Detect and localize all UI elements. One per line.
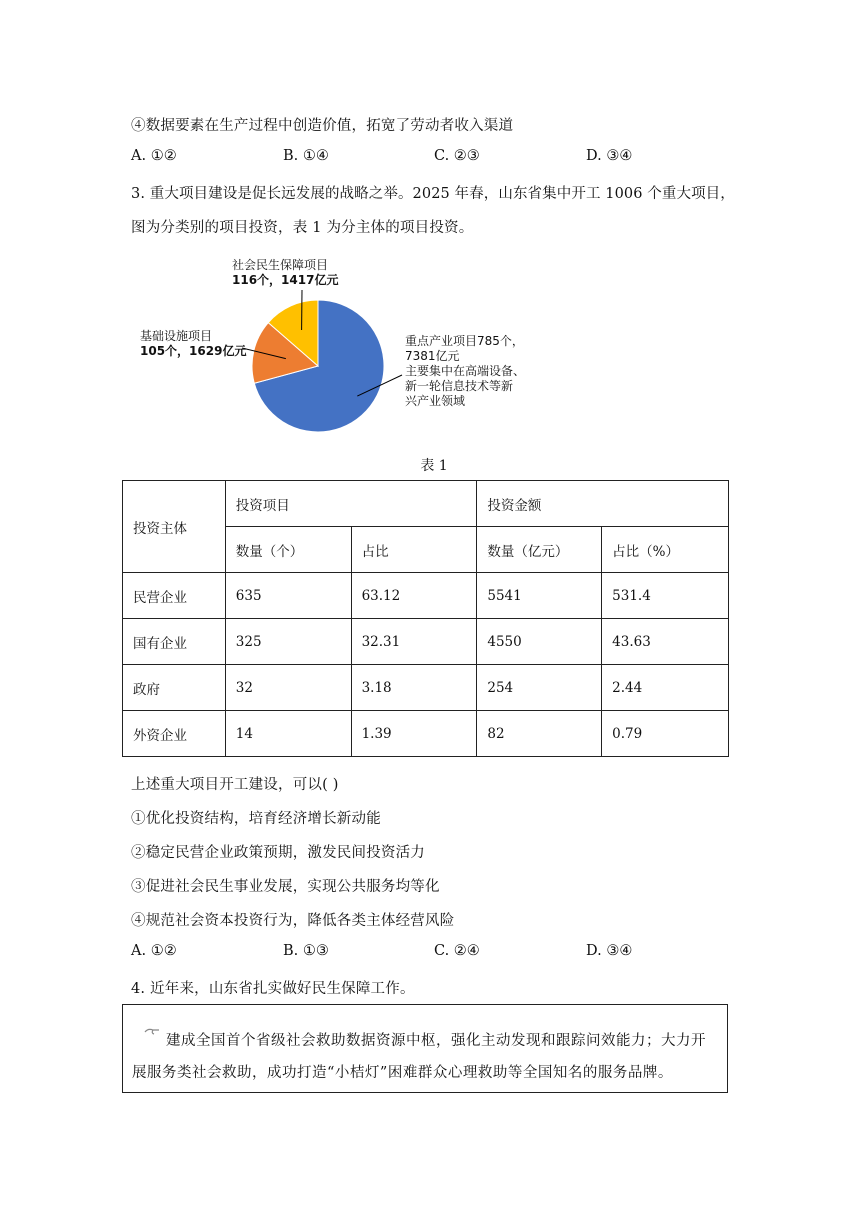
- pie-label-social: [232, 258, 338, 288]
- pie-label-industry-line5: 兴产业领域: [405, 394, 466, 408]
- q4-box-line1: 建成全国首个省级社会救助数据资源中枢，强化主动发现和跟踪问效能力；大力开: [166, 1033, 706, 1049]
- q3-option-d[interactable]: D. ③④: [586, 943, 633, 959]
- table-cell: 外资企业: [123, 711, 226, 757]
- table-cell: 635: [225, 573, 351, 619]
- investment-table: [122, 480, 729, 757]
- pie-label-infra-title: 基础设施项目: [140, 329, 213, 343]
- table-row: [123, 711, 729, 757]
- table-caption: 表 1: [420, 458, 448, 474]
- q3-stem-line2: 图为分类别的项目投资，表 1 为分主体的项目投资。: [131, 220, 474, 236]
- table-cell: 政府: [123, 665, 226, 711]
- q3-item-1: ①优化投资结构，培育经济增长新动能: [131, 811, 381, 827]
- q3-option-b[interactable]: B. ①③: [283, 943, 329, 959]
- table-cell: 325: [225, 619, 351, 665]
- table-cell: 14: [225, 711, 351, 757]
- table-cell: 0.79: [602, 711, 729, 757]
- q2-option-c[interactable]: C. ②③: [434, 148, 480, 164]
- q3-item-3: ③促进社会民生事业发展，实现公共服务均等化: [131, 879, 440, 895]
- th-amount: 投资金额: [477, 481, 729, 527]
- q4-stem: 4. 近年来，山东省扎实做好民生保障工作。: [131, 981, 415, 997]
- table-cell: 5541: [477, 573, 602, 619]
- q2-item-4: ④数据要素在生产过程中创造价值，拓宽了劳动者收入渠道: [131, 118, 514, 134]
- q2-option-b[interactable]: B. ①④: [283, 148, 329, 164]
- q3-option-c[interactable]: C. ②④: [434, 943, 480, 959]
- table-cell: 32.31: [351, 619, 477, 665]
- pointing-hand-icon: [144, 1027, 160, 1037]
- pie-label-industry-line2: 7381亿元: [405, 349, 460, 363]
- q3-stem-line1: 3. 重大项目建设是促长远发展的战略之举。2025 年春，山东省集中开工 1006 个重大项目，: [131, 186, 735, 202]
- pie-label-social-title: 社会民生保障项目: [232, 258, 329, 272]
- pie-label-infra: [140, 329, 246, 359]
- table-cell: 43.63: [602, 619, 729, 665]
- table-cell: 82: [477, 711, 602, 757]
- pie-label-industry: [405, 334, 525, 409]
- table-cell: 32: [225, 665, 351, 711]
- th-share1: 占比: [351, 527, 477, 573]
- table-cell: 4550: [477, 619, 602, 665]
- q3-question: 上述重大项目开工建设，可以( ): [131, 777, 339, 793]
- q3-option-a[interactable]: A. ①②: [131, 943, 177, 959]
- q2-option-a[interactable]: A. ①②: [131, 148, 177, 164]
- q3-item-4: ④规范社会资本投资行为，降低各类主体经营风险: [131, 913, 455, 929]
- table-cell: 1.39: [351, 711, 477, 757]
- pie-label-industry-line1: 重点产业项目785个，: [405, 334, 524, 348]
- table-cell: 3.18: [351, 665, 477, 711]
- table-row: [123, 665, 729, 711]
- th-subject: 投资主体: [123, 481, 226, 573]
- pie-label-social-value: 116个，1417亿元: [232, 273, 339, 287]
- pie-label-industry-line4: 新一轮信息技术等新: [405, 379, 514, 393]
- th-count: 数量（个）: [225, 527, 351, 573]
- q2-option-d[interactable]: D. ③④: [586, 148, 633, 164]
- table-header-row-1: [123, 481, 729, 527]
- th-money: 数量（亿元）: [477, 527, 602, 573]
- pie-label-infra-value: 105个，1629亿元: [140, 344, 247, 358]
- th-share2: 占比（%）: [602, 527, 729, 573]
- table-row: [123, 619, 729, 665]
- q4-box-line2: 展服务类社会救助，成功打造“小桔灯”困难群众心理救助等全国知名的服务品牌。: [132, 1065, 673, 1081]
- table-cell: 254: [477, 665, 602, 711]
- q4-material-box: [122, 1004, 728, 1093]
- table-cell: 63.12: [351, 573, 477, 619]
- table-cell: 国有企业: [123, 619, 226, 665]
- q3-item-2: ②稳定民营企业政策预期，激发民间投资活力: [131, 845, 425, 861]
- pie-label-industry-line3: 主要集中在高端设备、: [405, 364, 526, 378]
- table-row: [123, 573, 729, 619]
- table-cell: 民营企业: [123, 573, 226, 619]
- table-cell: 531.4: [602, 573, 729, 619]
- table-cell: 2.44: [602, 665, 729, 711]
- th-projects: 投资项目: [225, 481, 477, 527]
